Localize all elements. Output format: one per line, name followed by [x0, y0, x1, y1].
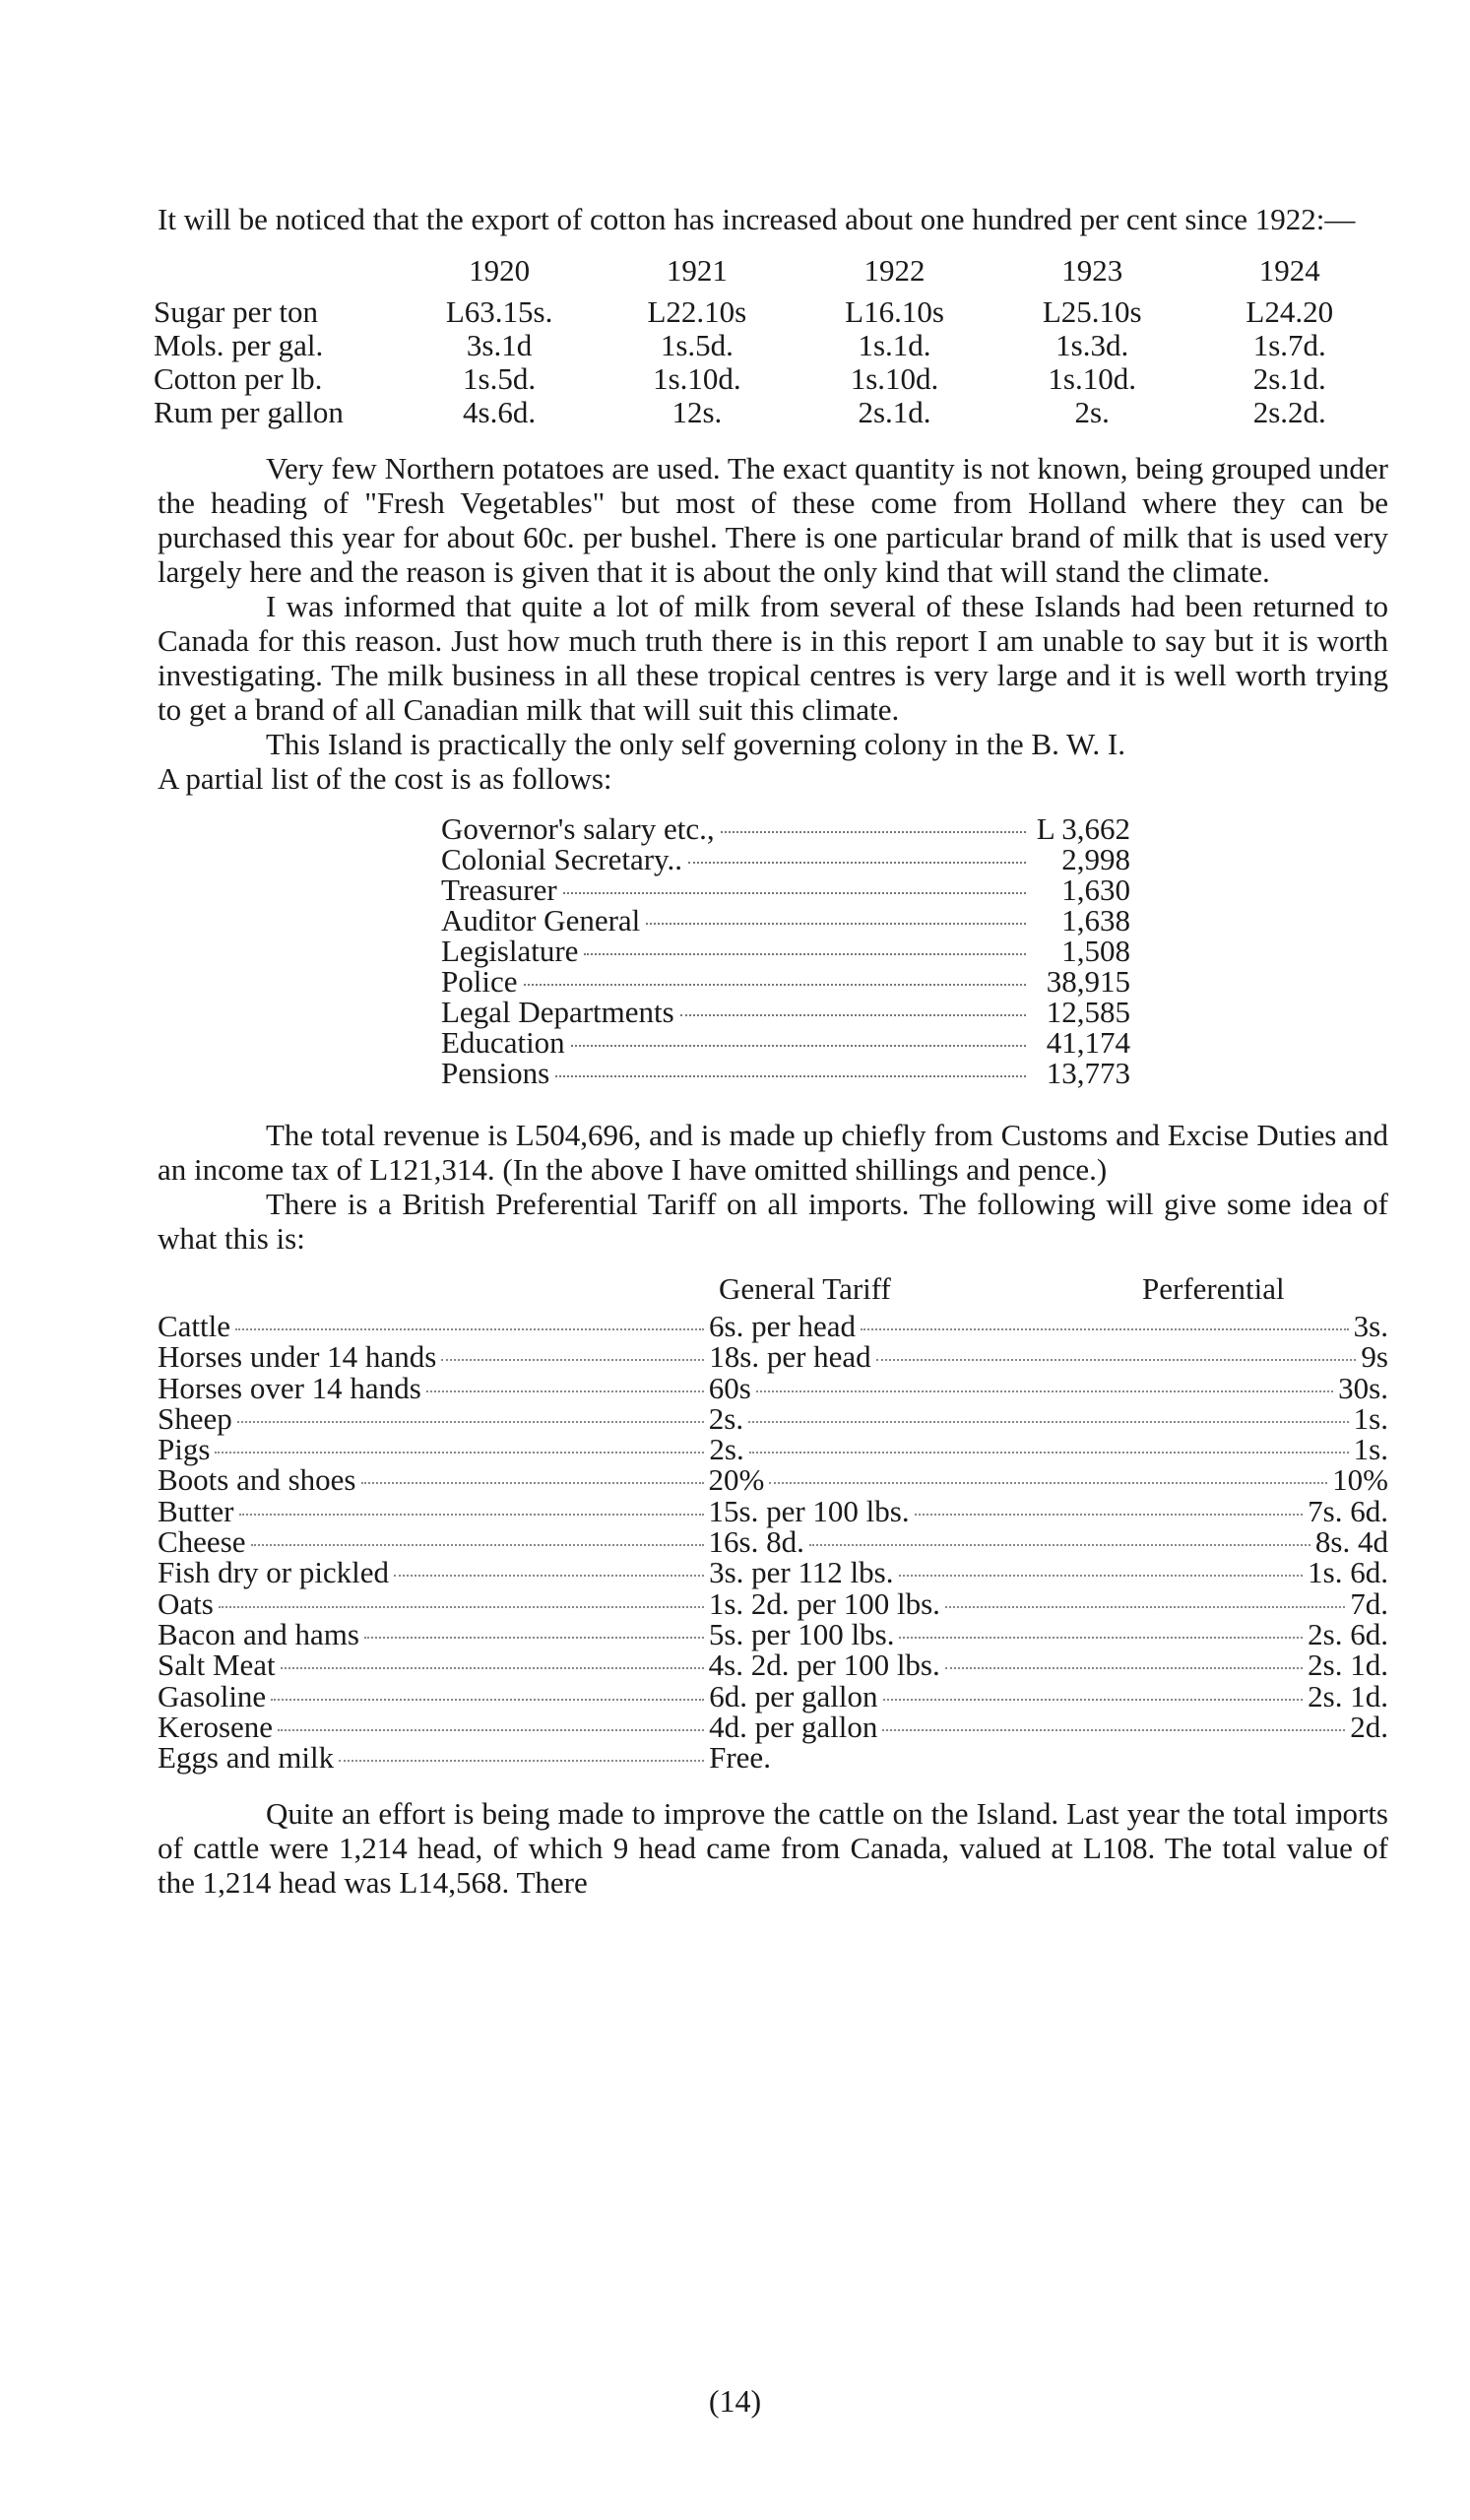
- tariff-preferential: 2s. 1d.: [1308, 1648, 1388, 1683]
- leader-dots: [215, 1452, 704, 1454]
- cost-row: [441, 905, 1130, 936]
- tariff-header-general: General Tariff: [719, 1271, 891, 1306]
- leader-dots: [239, 1514, 704, 1516]
- tariff-row: [158, 1709, 1388, 1744]
- tariff-preferential: 10%: [1332, 1462, 1388, 1498]
- partial-list-intro: A partial list of the cost is as follows:: [158, 761, 612, 796]
- leader-dots: [769, 1482, 1327, 1484]
- body-paragraph: Very few Northern potatoes are used. The exact quantity is not known, being grouped under the heading of "Fresh Vegetables" but most of these come from Holland where they can be purchased this year for about 60c. per bushel. There is one particular brand of milk that is used very largely here and the reason is given that it is about the only kind that will stand the climate.: [158, 451, 1388, 589]
- leader-dots: [571, 1045, 1026, 1047]
- cost-label: Pensions: [441, 1056, 550, 1090]
- leader-dots: [251, 1544, 704, 1546]
- tariff-general: 60s: [708, 1370, 751, 1405]
- tariff-header-preferential: Perferential: [1142, 1271, 1285, 1306]
- cost-amount: 38,915: [1046, 964, 1130, 999]
- leader-dots: [945, 1667, 1303, 1669]
- price-cell: 2s.: [1074, 395, 1110, 429]
- cost-label: Governor's salary etc.,: [441, 811, 715, 846]
- price-row: [154, 396, 1388, 429]
- cost-label: Education: [441, 1025, 565, 1060]
- cost-label: Treasurer: [441, 872, 557, 907]
- price-cell: L24.20: [1246, 294, 1334, 329]
- year-header: 1924: [1258, 253, 1320, 288]
- leader-dots: [882, 1729, 1345, 1731]
- tariff-row: [158, 1678, 1388, 1713]
- price-cell: 1s.5d.: [660, 328, 734, 362]
- tariff-general: 4d. per gallon: [709, 1709, 878, 1744]
- cost-label: Police: [441, 964, 518, 999]
- leader-dots: [361, 1482, 704, 1484]
- tariff-item: Cattle: [158, 1309, 231, 1343]
- year-header: 1922: [863, 253, 926, 288]
- price-cell: L16.10s: [845, 294, 944, 329]
- leader-dots: [748, 1421, 1349, 1423]
- tariff-preferential: 7d.: [1350, 1585, 1388, 1621]
- leader-dots: [394, 1575, 704, 1577]
- tariff-preferential: 9s: [1361, 1339, 1388, 1375]
- tariff-row: [158, 1462, 1388, 1498]
- leader-dots: [861, 1328, 1349, 1330]
- tariff-row: [158, 1339, 1388, 1375]
- price-cell: 2s.2d.: [1252, 395, 1326, 429]
- price-cell: 1s.1d.: [858, 328, 931, 362]
- price-header-blank: [154, 254, 401, 295]
- tariff-item: Eggs and milk: [158, 1740, 335, 1776]
- leader-dots: [680, 1014, 1026, 1016]
- price-table-wrapper: [154, 253, 1388, 429]
- tariff-row: [158, 1740, 1388, 1776]
- cost-row: [441, 844, 1130, 874]
- tariff-preferential: 2s. 6d.: [1308, 1616, 1388, 1651]
- leader-dots: [688, 862, 1026, 864]
- price-table: [154, 254, 1388, 429]
- price-cell: 3s.1d: [466, 328, 533, 362]
- tariff-row: [158, 1555, 1388, 1590]
- body-paragraph: Quite an effort is being made to improve the cattle on the Island. Last year the total imports of cattle were 1,214 head, of which 9 head came from Canada, valued at L108. The total value of the 1,214 head was L14,568. There: [158, 1796, 1388, 1901]
- tariff-item: Horses under 14 hands: [158, 1339, 437, 1375]
- intro-paragraph: It will be noticed that the export of cotton has increased about one hundred per cent since 1922:—: [158, 202, 1356, 236]
- leader-dots: [883, 1699, 1304, 1701]
- year-header: 1920: [469, 253, 531, 288]
- tariff-general: 5s. per 100 lbs.: [708, 1616, 895, 1651]
- tariff-preferential: 30s.: [1338, 1370, 1388, 1405]
- price-cell: 1s.3d.: [1055, 328, 1129, 362]
- tariff-row: [158, 1493, 1388, 1528]
- tariff-general: 6d. per gallon: [709, 1678, 878, 1713]
- tariff-item: Oats: [158, 1585, 214, 1621]
- leader-dots: [281, 1667, 704, 1669]
- leader-dots: [441, 1359, 704, 1361]
- tariff-item: Horses over 14 hands: [158, 1370, 421, 1405]
- tariff-general: 1s. 2d. per 100 lbs.: [708, 1585, 940, 1621]
- price-row-label: Rum per gallon: [154, 395, 344, 429]
- leader-dots: [237, 1421, 704, 1423]
- price-cell: L25.10s: [1042, 294, 1142, 329]
- tariff-row: [158, 1616, 1388, 1651]
- cost-row: [441, 813, 1130, 844]
- leader-dots: [646, 923, 1026, 925]
- tariff-item: Kerosene: [158, 1709, 274, 1744]
- year-header: 1923: [1061, 253, 1123, 288]
- year-header: 1921: [666, 253, 728, 288]
- cost-label: Colonial Secretary..: [441, 842, 683, 876]
- cost-row: [441, 1027, 1130, 1058]
- tariff-preferential: 1s. 6d.: [1308, 1555, 1388, 1590]
- cost-amount: 13,773: [1046, 1056, 1130, 1090]
- cost-row: [441, 936, 1130, 966]
- price-cell: 1s.10d.: [850, 361, 939, 396]
- tariff-item: Salt Meat: [158, 1648, 276, 1683]
- body-paragraph: There is a British Preferential Tariff on all imports. The following will give some idea of what this is:: [158, 1187, 1388, 1256]
- price-cell: 4s.6d.: [463, 395, 537, 429]
- leader-dots: [721, 831, 1026, 833]
- tariff-general: 3s. per 112 lbs.: [709, 1555, 894, 1590]
- tariff-general: 20%: [708, 1462, 765, 1498]
- leader-dots: [235, 1328, 704, 1330]
- leader-dots: [563, 892, 1026, 894]
- tariff-row: [158, 1432, 1388, 1467]
- document-page: [154, 202, 1388, 1901]
- tariff-preferential: 2d.: [1350, 1709, 1388, 1744]
- tariff-preferential: 8s. 4d: [1314, 1524, 1388, 1560]
- cost-amount: L 3,662: [1036, 811, 1130, 846]
- cost-amount: 1,508: [1061, 934, 1130, 968]
- tariff-item: Butter: [158, 1493, 234, 1528]
- tariff-general: Free.: [709, 1740, 771, 1776]
- tariff-preferential: 1s.: [1353, 1432, 1388, 1467]
- leader-dots: [756, 1390, 1333, 1392]
- price-row: [154, 362, 1388, 396]
- tariff-item: Boots and shoes: [158, 1462, 356, 1498]
- tariff-preferential: 2s. 1d.: [1308, 1678, 1388, 1713]
- price-cell: 1s.10d.: [1048, 361, 1136, 396]
- cost-label: Legislature: [441, 934, 579, 968]
- cost-amount: 12,585: [1046, 995, 1130, 1029]
- leader-dots: [945, 1606, 1345, 1608]
- price-cell: 12s.: [671, 395, 723, 429]
- tariff-item: Cheese: [158, 1524, 246, 1560]
- body-paragraph: The total revenue is L504,696, and is made up chiefly from Customs and Excise Duties and an income tax of L121,314. (In the above I have omitted shillings and pence.): [158, 1118, 1388, 1187]
- tariff-item: Pigs: [158, 1432, 211, 1467]
- price-cell: 2s.1d.: [1252, 361, 1326, 396]
- leader-dots: [584, 953, 1026, 955]
- cost-amount: 2,998: [1061, 842, 1130, 876]
- tariff-item: Sheep: [158, 1400, 232, 1436]
- price-row: [154, 295, 1388, 329]
- leader-dots: [899, 1575, 1304, 1577]
- leader-dots: [524, 984, 1027, 986]
- leader-dots: [278, 1729, 704, 1731]
- cost-amount: 41,174: [1046, 1025, 1130, 1060]
- leader-dots: [876, 1359, 1357, 1361]
- tariff-row: [158, 1585, 1388, 1621]
- tariff-general: 18s. per head: [709, 1339, 871, 1375]
- leader-dots: [426, 1390, 704, 1392]
- cost-list: [441, 813, 1130, 1088]
- price-row-label: Cotton per lb.: [154, 361, 323, 396]
- cost-label: Legal Departments: [441, 995, 674, 1029]
- tariff-general: 6s. per head: [709, 1309, 856, 1343]
- price-row: [154, 329, 1388, 362]
- page-number: (14): [708, 2383, 762, 2419]
- tariff-header: [158, 1273, 1388, 1311]
- tariff-rows: [158, 1309, 1388, 1776]
- leader-dots: [749, 1452, 1349, 1454]
- tariff-row: [158, 1524, 1388, 1560]
- price-table-header: [154, 254, 1388, 295]
- body-paragraph: This Island is practically the only self governing colony in the B. W. I.: [266, 727, 1126, 761]
- tariff-general: 15s. per 100 lbs.: [708, 1493, 910, 1528]
- price-cell: L22.10s: [647, 294, 747, 329]
- tariff-general: 2s.: [708, 1400, 744, 1436]
- price-cell: 1s.5d.: [463, 361, 537, 396]
- tariff-preferential: 3s.: [1353, 1309, 1388, 1343]
- cost-row: [441, 966, 1130, 997]
- tariff-general: 4s. 2d. per 100 lbs.: [708, 1648, 940, 1683]
- tariff-item: Gasoline: [158, 1678, 267, 1713]
- leader-dots: [271, 1699, 704, 1701]
- price-row-label: Sugar per ton: [154, 294, 319, 329]
- body-paragraph: I was informed that quite a lot of milk from several of these Islands had been returned to Canada for this reason. Just how much truth there is in this report I am unable to say but it is worth investigating. The milk business in all these tropical centres is very large and it is well worth trying to get a brand of all Canadian milk that will suit this climate.: [158, 589, 1388, 727]
- tariff-row: [158, 1370, 1388, 1405]
- tariff-preferential: 1s.: [1353, 1400, 1388, 1436]
- cost-amount: 1,638: [1061, 903, 1130, 937]
- tariff-item: Fish dry or pickled: [158, 1555, 390, 1590]
- cost-row: [441, 997, 1130, 1027]
- leader-dots: [219, 1606, 704, 1608]
- leader-dots: [809, 1544, 1310, 1546]
- tariff-row: [158, 1311, 1388, 1341]
- tariff-preferential: 7s. 6d.: [1308, 1493, 1388, 1528]
- tariff-row: [158, 1400, 1388, 1436]
- price-cell: L63.15s.: [445, 294, 553, 329]
- cost-label: Auditor General: [441, 903, 641, 937]
- price-cell: 1s.7d.: [1252, 328, 1326, 362]
- cost-row: [441, 1058, 1130, 1088]
- tariff-item: Bacon and hams: [158, 1616, 359, 1651]
- leader-dots: [339, 1760, 704, 1762]
- tariff-table: [158, 1271, 1388, 1776]
- leader-dots: [899, 1637, 1303, 1639]
- leader-dots: [364, 1637, 704, 1639]
- cost-row: [441, 874, 1130, 905]
- price-cell: 2s.1d.: [858, 395, 931, 429]
- tariff-general: 2s.: [709, 1432, 744, 1467]
- leader-dots: [555, 1075, 1026, 1077]
- price-row-label: Mols. per gal.: [154, 328, 324, 362]
- tariff-general: 16s. 8d.: [708, 1524, 804, 1560]
- leader-dots: [915, 1514, 1304, 1516]
- tariff-row: [158, 1648, 1388, 1683]
- price-cell: 1s.10d.: [653, 361, 741, 396]
- cost-amount: 1,630: [1061, 872, 1130, 907]
